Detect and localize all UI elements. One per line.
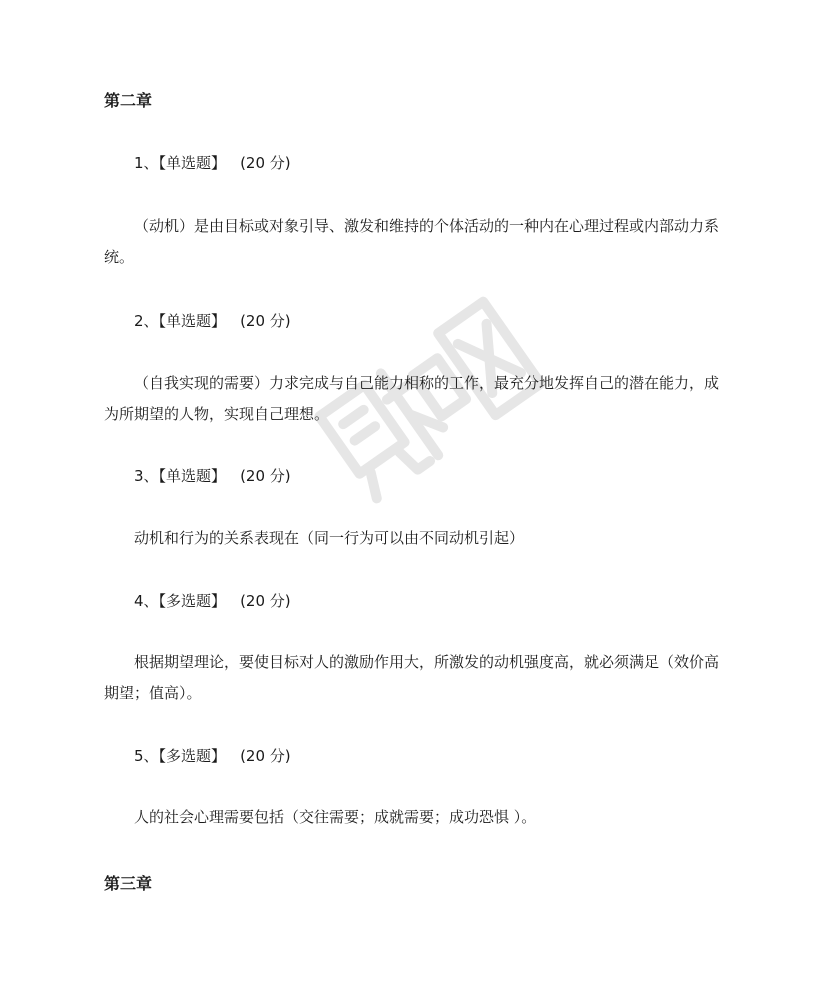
question-score: (20 分) bbox=[240, 312, 291, 330]
question-header-5 bbox=[134, 745, 291, 767]
question-number: 4、 bbox=[134, 592, 159, 610]
question-score: (20 分) bbox=[240, 592, 291, 610]
question-type: 【多选题】 bbox=[158, 747, 227, 765]
question-text-3: 动机和行为的关系表现在（同一行为可以由不同动机引起） bbox=[134, 529, 525, 547]
chapter-heading-3: 第三章 bbox=[104, 874, 153, 893]
question-text-1: （动机）是由目标或对象引导、激发和维持的个体活动的一种内在心理过程或内部动力系统。 bbox=[104, 217, 720, 266]
question-type: 【单选题】 bbox=[158, 467, 227, 485]
question-header-2 bbox=[134, 310, 291, 332]
question-score: (20 分) bbox=[240, 747, 291, 765]
chapter-heading-2: 第二章 bbox=[104, 91, 153, 110]
question-number: 5、 bbox=[134, 747, 159, 765]
question-type: 【单选题】 bbox=[158, 154, 227, 172]
question-text-2: （自我实现的需要）力求完成与自己能力相称的工作，最充分地发挥自己的潜在能力，成为所期望的人物，实现自己理想。 bbox=[104, 374, 720, 423]
question-header-3 bbox=[134, 465, 291, 487]
question-type: 【单选题】 bbox=[158, 312, 227, 330]
question-score: (20 分) bbox=[240, 467, 291, 485]
question-text-5: 人的社会心理需要包括（交往需要；成就需要；成功恐惧 ）。 bbox=[134, 808, 537, 826]
question-number: 1、 bbox=[134, 154, 159, 172]
question-type: 【多选题】 bbox=[158, 592, 227, 610]
question-score: (20 分) bbox=[240, 154, 291, 172]
question-number: 3、 bbox=[134, 467, 159, 485]
question-header-1 bbox=[134, 152, 291, 174]
question-text-4: 根据期望理论，要使目标对人的激励作用大，所激发的动机强度高，就必须满足（效价高期望；值高）。 bbox=[104, 653, 720, 702]
question-number: 2、 bbox=[134, 312, 159, 330]
question-header-4 bbox=[134, 590, 291, 612]
